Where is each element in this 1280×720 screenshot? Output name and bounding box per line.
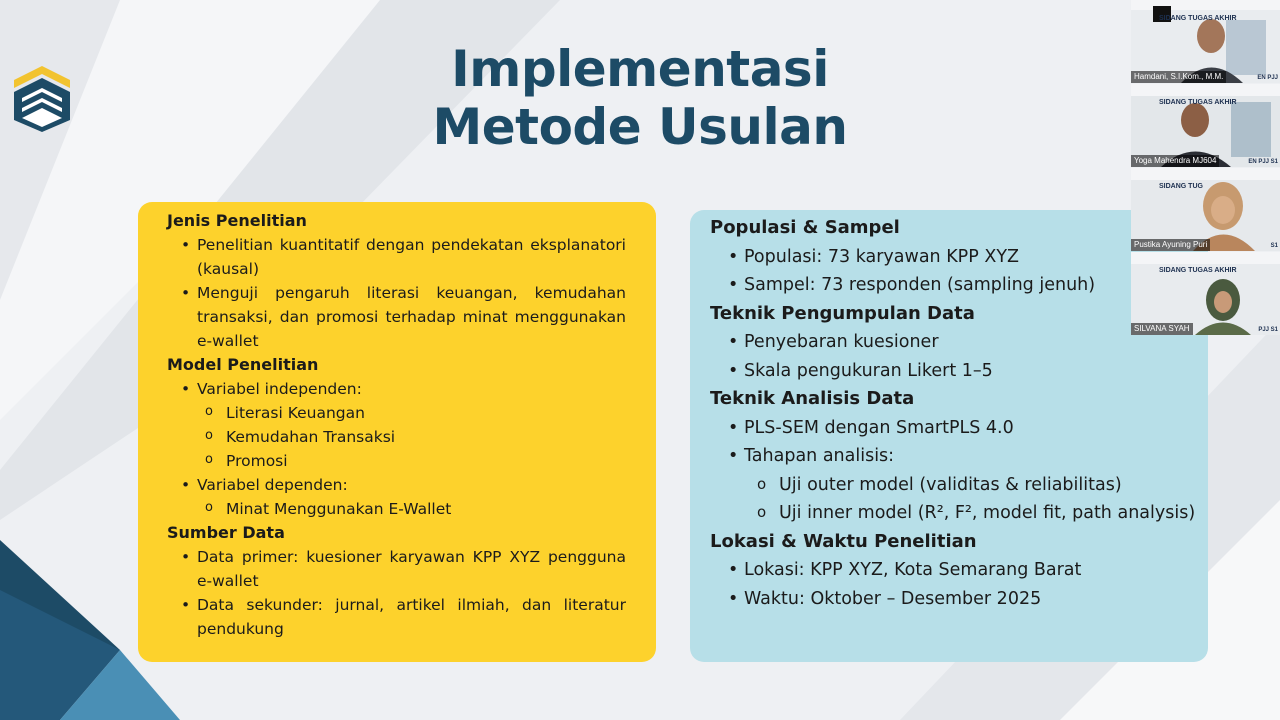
bullet-item: • Waktu: Oktober – Desember 2025 bbox=[710, 585, 1208, 614]
slide-title-line1: Implementasi bbox=[451, 40, 829, 98]
participant-banner: SIDANG TUGAS AKHIR bbox=[1159, 267, 1237, 274]
participant-name: Yoga Mahendra MJ604 bbox=[1131, 155, 1219, 167]
bullet-item: • Data sekunder: jurnal, artikel ilmiah, dan literatur pendukung bbox=[167, 593, 626, 641]
bullet-item: • Populasi: 73 karyawan KPP XYZ bbox=[710, 243, 1208, 272]
sub-bullet-item: o Promosi bbox=[167, 449, 626, 473]
bullet-item: • Variabel independen: bbox=[167, 377, 626, 401]
participant-banner: SIDANG TUG bbox=[1159, 183, 1203, 190]
sub-bullet-item: o Literasi Keuangan bbox=[167, 401, 626, 425]
participant-banner: SIDANG TUGAS AKHIR bbox=[1159, 99, 1237, 106]
participant-tile[interactable] bbox=[1131, 84, 1280, 167]
bullet-item: • Penyebaran kuesioner bbox=[710, 328, 1208, 357]
slide-title bbox=[330, 40, 950, 156]
participant-tag: PJJ S1 bbox=[1258, 327, 1278, 333]
section-heading-sumber: Sumber Data bbox=[167, 523, 285, 542]
sub-bullet-item: o Minat Menggunakan E-Wallet bbox=[167, 497, 626, 521]
section-heading-lokasi: Lokasi & Waktu Penelitian bbox=[710, 530, 977, 552]
participant-banner: SIDANG TUGAS AKHIR bbox=[1159, 15, 1237, 22]
section-heading-analisis: Teknik Analisis Data bbox=[710, 388, 915, 409]
bullet-item: • Menguji pengaruh literasi keuangan, kemudahan transaksi, dan promosi terhadap minat menggunakan e-wallet bbox=[167, 281, 626, 353]
section-heading-model: Model Penelitian bbox=[167, 355, 319, 374]
participant-tag: EN PJJ S1 bbox=[1248, 159, 1278, 165]
participant-name: SILVANA SYAH bbox=[1131, 323, 1193, 335]
slide-title-line2: Metode Usulan bbox=[432, 98, 848, 156]
participant-name: Hamdani, S.I.Kom., M.M. bbox=[1131, 71, 1226, 83]
university-logo bbox=[10, 64, 74, 134]
participant-name: Pustika Ayuning Puri bbox=[1131, 239, 1210, 251]
bullet-item: • Sampel: 73 responden (sampling jenuh) bbox=[710, 271, 1208, 300]
bullet-item: • Data primer: kuesioner karyawan KPP XYZ pengguna e-wallet bbox=[167, 545, 626, 593]
section-heading-pengumpulan: Teknik Pengumpulan Data bbox=[710, 302, 975, 324]
sub-bullet-item: o Uji outer model (validitas & reliabilitas) bbox=[710, 471, 1208, 500]
bullet-item: • PLS-SEM dengan SmartPLS 4.0 bbox=[710, 414, 1208, 443]
section-heading-populasi: Populasi & Sampel bbox=[710, 217, 900, 238]
participant-tile[interactable] bbox=[1131, 0, 1280, 83]
bullet-item: • Penelitian kuantitatif dengan pendekatan eksplanatori (kausal) bbox=[167, 233, 626, 281]
participant-tile[interactable] bbox=[1131, 168, 1280, 251]
section-heading-jenis: Jenis Penelitian bbox=[167, 211, 307, 230]
bullet-item: • Variabel dependen: bbox=[167, 473, 626, 497]
bullet-item: • Tahapan analisis: bbox=[710, 442, 1208, 471]
participant-tile[interactable] bbox=[1131, 252, 1280, 335]
sub-bullet-item: o Kemudahan Transaksi bbox=[167, 425, 626, 449]
sub-bullet-item: o Uji inner model (R², F², model fit, path analysis) bbox=[710, 499, 1208, 528]
left-content-card bbox=[138, 202, 656, 662]
bullet-item: • Lokasi: KPP XYZ, Kota Semarang Barat bbox=[710, 556, 1208, 585]
participant-tag: EN PJJ bbox=[1257, 75, 1278, 81]
bullet-item: • Skala pengukuran Likert 1–5 bbox=[710, 357, 1208, 386]
participant-tag: S1 bbox=[1270, 243, 1278, 249]
participant-video-strip bbox=[1131, 0, 1280, 336]
